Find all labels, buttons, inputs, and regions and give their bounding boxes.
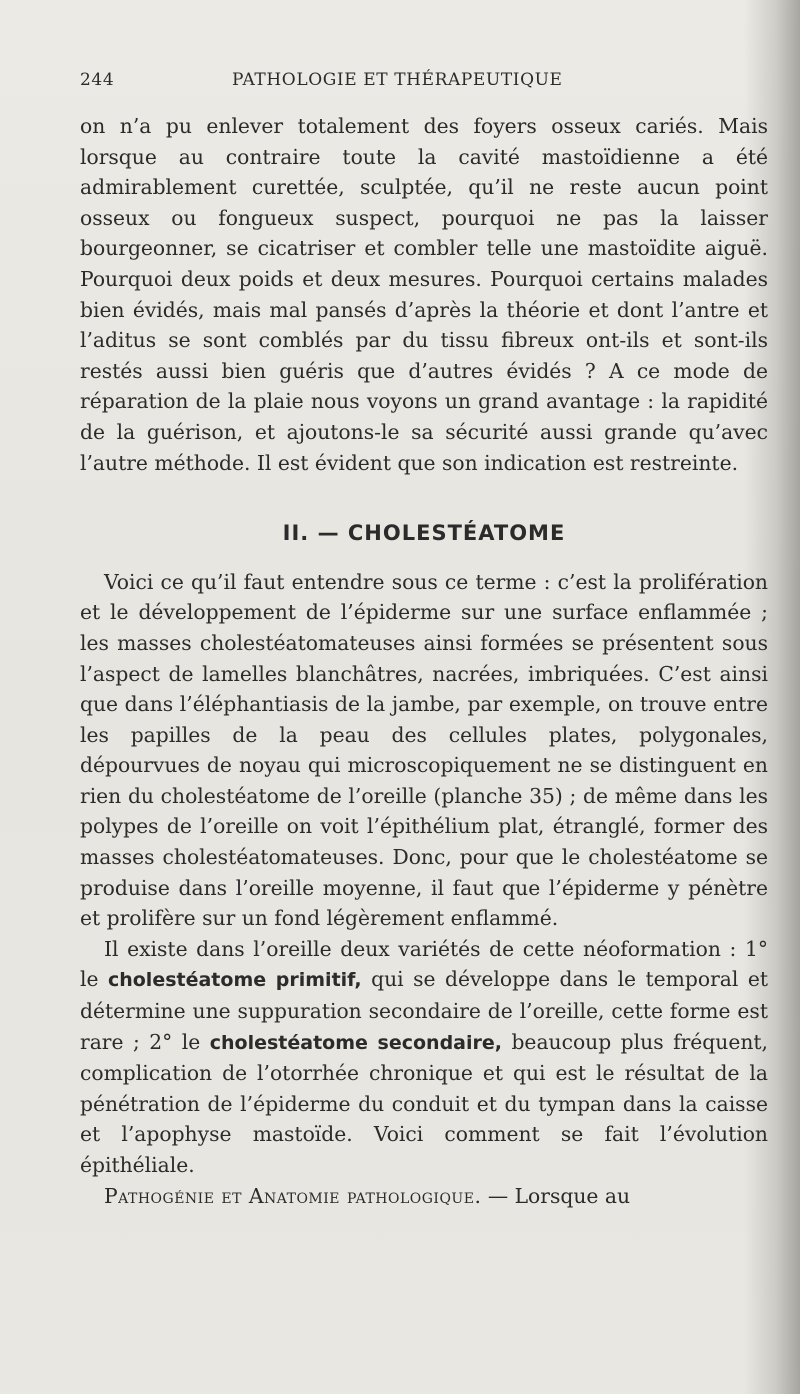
paragraph-definition: Voici ce qu’il faut entendre sous ce terme : c’est la prolifération et le développement de l’épiderme sur une surface enflammée ; les masses cholestéatomateuses ainsi formées se présentent sous l’aspect de lamelles blanchâtres, nacrées, imbriquées. C’est ainsi que dans l’éléphantiasis de la jambe, par exemple, on trouve entre les papilles de la peau des cellules plates, polygonales, dépourvues de noyau qui microscopiquement ne se distinguent en rien du cholestéatome de l’oreille (planche 35) ; de même dans les polypes de l’oreille on voit l’épithélium plat, étranglé, former des masses cholestéatomateuses. Donc, pour que le cholestéatome se produise dans l’oreille moyenne, il faut que l’épiderme y pénètre et prolifère sur un fond légèrement enflammé.: [80, 569, 768, 931]
page-number: 244: [80, 70, 115, 90]
running-title: PATHOLOGIE ET THÉRAPEUTIQUE: [232, 70, 563, 90]
term-primary-cholesteatoma: cholestéatome primitif,: [107, 969, 362, 992]
text-span: Il existe dans l’oreille deux variétés de cette néoformation : 1° le: [80, 936, 768, 992]
text-span: beaucoup plus fréquent, complication de l’otorrhée chronique et qui est le résultat de la pénétration de l’épiderme du conduit et du tympan dans la caisse et l’apophyse mastoïde. Voici comment se fait l’évolution épithéliale.: [80, 1029, 768, 1177]
body-text: [80, 111, 768, 1211]
running-head: [80, 70, 770, 100]
paragraph-pathogenesis: [80, 1181, 768, 1212]
subheading-pathogenesis: Pathogénie et Anatomie pathologique.: [104, 1183, 482, 1208]
paragraph-continuation: on n’a pu enlever totalement des foyers osseux cariés. Mais lorsque au contraire toute la cavité mastoïdienne a été admirablement curettée, sculptée, qu’il ne reste aucun point osseux ou fongueux suspect, pourquoi ne pas la laisser bourgeonner, se cicatriser et combler telle une mastoïdite aiguë. Pourquoi deux poids et deux mesures. Pourquoi certains malades bien évidés, mais mal pansés d’après la théorie et dont l’antre et l’aditus se sont comblés par du tissu fibreux ont-ils et sont-ils restés aussi bien guéris que d’autres évidés ? A ce mode de réparation de la plaie nous voyons un grand avantage : la rapidité de la guérison, et ajoutons-le sa sécurité aussi grande qu’avec l’autre méthode. Il est évident que son indication est restreinte.: [80, 114, 768, 475]
paragraph-varieties: [80, 934, 768, 1181]
text-span: — Lorsque au: [481, 1183, 631, 1208]
section-heading: II. — CHOLESTÉATOME: [282, 521, 566, 546]
term-secondary-cholesteatoma: cholestéatome secondaire,: [209, 1031, 502, 1054]
text-span: qui se développe dans le temporal et détermine une suppuration secondaire de l’oreille, cette forme est rare ; 2° le: [80, 967, 769, 1054]
